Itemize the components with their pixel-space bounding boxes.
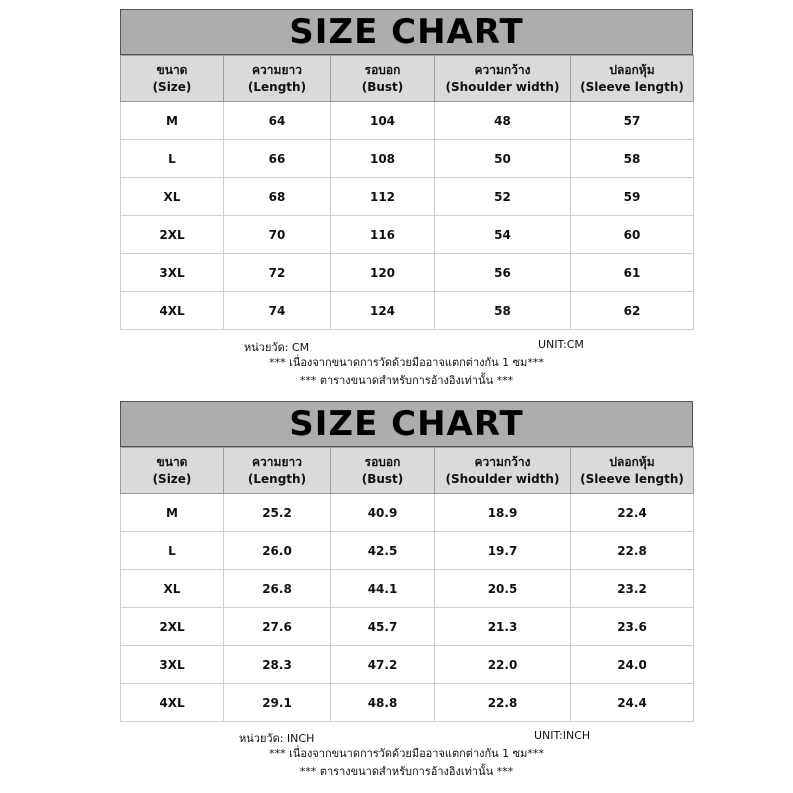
shoulder-cell: 58 (435, 292, 571, 330)
shoulder-cell: 18.9 (435, 494, 571, 532)
sleeve-cell: 59 (571, 178, 694, 216)
header-en: (Sleeve length) (580, 79, 684, 94)
shoulder-cell: 56 (435, 254, 571, 292)
table-header-row (121, 448, 694, 494)
bust-cell: 42.5 (331, 532, 435, 570)
header-sleeve-length (571, 448, 694, 494)
sleeve-cell: 22.8 (571, 532, 694, 570)
length-cell: 28.3 (224, 646, 331, 684)
header-en: (Size) (152, 471, 192, 486)
size-cell: 4XL (121, 292, 224, 330)
header-thai: ความยาว (252, 454, 302, 469)
table-row (121, 292, 694, 330)
length-cell: 72 (224, 254, 331, 292)
chart-title: SIZE CHART (120, 401, 693, 447)
bust-cell: 45.7 (331, 608, 435, 646)
length-cell: 26.0 (224, 532, 331, 570)
size-cell: 2XL (121, 608, 224, 646)
measurement-note: *** เนื่องจากขนาดการวัดด้วยมืออาจแตกต่างกัน 1 ซม*** (269, 356, 544, 369)
table-row (121, 608, 694, 646)
header-thai: รอบอก (364, 62, 401, 77)
length-cell: 68 (224, 178, 331, 216)
header-bust (331, 56, 435, 102)
shoulder-cell: 22.0 (435, 646, 571, 684)
header-en: (Shoulder width) (445, 79, 560, 94)
size-cell: XL (121, 178, 224, 216)
size-table (120, 447, 694, 722)
bust-cell: 116 (331, 216, 435, 254)
unit-label-en: UNIT:INCH (534, 729, 591, 742)
header-bust (331, 448, 435, 494)
bust-cell: 108 (331, 140, 435, 178)
header-en: (Length) (247, 471, 307, 486)
header-shoulder-width (435, 448, 571, 494)
shoulder-cell: 54 (435, 216, 571, 254)
bust-cell: 112 (331, 178, 435, 216)
reference-note: *** ตารางขนาดสำหรับการอ้างอิงเท่านั้น *** (299, 765, 514, 778)
shoulder-cell: 52 (435, 178, 571, 216)
shoulder-cell: 20.5 (435, 570, 571, 608)
length-cell: 70 (224, 216, 331, 254)
unit-label-thai: หน่วยวัด: CM (244, 341, 310, 354)
table-row (121, 684, 694, 722)
length-cell: 25.2 (224, 494, 331, 532)
header-en: (Sleeve length) (580, 471, 684, 486)
sleeve-cell: 61 (571, 254, 694, 292)
table-row (121, 140, 694, 178)
size-cell: 4XL (121, 684, 224, 722)
header-thai: ความกว้าง (474, 62, 531, 77)
bust-cell: 124 (331, 292, 435, 330)
header-length (224, 56, 331, 102)
sleeve-cell: 58 (571, 140, 694, 178)
sleeve-cell: 24.0 (571, 646, 694, 684)
table-row (121, 646, 694, 684)
length-cell: 64 (224, 102, 331, 140)
header-thai: ปลอกหุ้ม (609, 454, 655, 469)
size-cell: 3XL (121, 646, 224, 684)
sleeve-cell: 22.4 (571, 494, 694, 532)
chart-title: SIZE CHART (120, 9, 693, 55)
shoulder-cell: 19.7 (435, 532, 571, 570)
header-size (121, 448, 224, 494)
shoulder-cell: 48 (435, 102, 571, 140)
size-cell: M (121, 494, 224, 532)
size-cell: 3XL (121, 254, 224, 292)
bust-cell: 44.1 (331, 570, 435, 608)
length-cell: 74 (224, 292, 331, 330)
notes-cm (120, 338, 693, 390)
sleeve-cell: 23.2 (571, 570, 694, 608)
bust-cell: 48.8 (331, 684, 435, 722)
unit-row (120, 338, 693, 354)
size-cell: M (121, 102, 224, 140)
shoulder-cell: 21.3 (435, 608, 571, 646)
length-cell: 26.8 (224, 570, 331, 608)
bust-cell: 47.2 (331, 646, 435, 684)
shoulder-cell: 22.8 (435, 684, 571, 722)
sleeve-cell: 23.6 (571, 608, 694, 646)
unit-row (120, 729, 693, 745)
table-row (121, 254, 694, 292)
unit-label-en: UNIT:CM (538, 338, 584, 351)
size-cell: XL (121, 570, 224, 608)
size-chart-inch (120, 401, 693, 722)
sleeve-cell: 62 (571, 292, 694, 330)
shoulder-cell: 50 (435, 140, 571, 178)
header-thai: รอบอก (364, 454, 401, 469)
unit-label-thai: หน่วยวัด: INCH (239, 732, 315, 745)
sleeve-cell: 57 (571, 102, 694, 140)
header-length (224, 448, 331, 494)
table-header-row (121, 56, 694, 102)
size-table (120, 55, 694, 330)
bust-cell: 120 (331, 254, 435, 292)
table-row (121, 102, 694, 140)
length-cell: 27.6 (224, 608, 331, 646)
header-sleeve-length (571, 56, 694, 102)
bust-cell: 104 (331, 102, 435, 140)
size-cell: 2XL (121, 216, 224, 254)
header-thai: ปลอกหุ้ม (609, 62, 655, 77)
header-en: (Bust) (361, 471, 404, 486)
table-row (121, 570, 694, 608)
header-thai: ความยาว (252, 62, 302, 77)
notes-inch (120, 729, 693, 781)
table-row (121, 178, 694, 216)
header-en: (Length) (247, 79, 307, 94)
size-cell: L (121, 532, 224, 570)
reference-note: *** ตารางขนาดสำหรับการอ้างอิงเท่านั้น *** (299, 374, 514, 387)
table-row (121, 532, 694, 570)
size-cell: L (121, 140, 224, 178)
header-en: (Shoulder width) (445, 471, 560, 486)
header-en: (Size) (152, 79, 192, 94)
sleeve-cell: 60 (571, 216, 694, 254)
length-cell: 29.1 (224, 684, 331, 722)
bust-cell: 40.9 (331, 494, 435, 532)
header-size (121, 56, 224, 102)
measurement-note: *** เนื่องจากขนาดการวัดด้วยมืออาจแตกต่างกัน 1 ซม*** (269, 747, 544, 760)
sleeve-cell: 24.4 (571, 684, 694, 722)
table-row (121, 216, 694, 254)
header-thai: ความกว้าง (474, 454, 531, 469)
header-shoulder-width (435, 56, 571, 102)
header-en: (Bust) (361, 79, 404, 94)
size-chart-cm (120, 9, 693, 330)
header-thai: ขนาด (156, 62, 188, 77)
header-thai: ขนาด (156, 454, 188, 469)
length-cell: 66 (224, 140, 331, 178)
table-row (121, 494, 694, 532)
